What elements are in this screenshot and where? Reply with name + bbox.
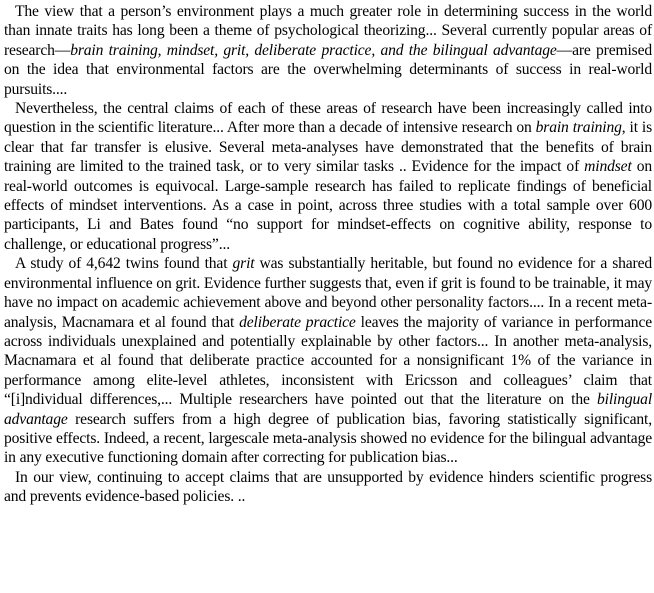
text-run: A study of 4,642 twins found that: [15, 255, 233, 273]
text-run: , it is clear that far transfer is elusive. Several meta-analyses have demonstrated that the benefits of brain training are limited to the trained task, or to very similar tasks .. Evidence for the impact of: [4, 119, 652, 176]
italic-term-brain-training: brain training: [535, 119, 622, 137]
italic-term-grit: grit: [232, 255, 255, 273]
text-run: was substantially heritable, but found no evidence for a shared environmental influence on grit. Evidence further suggests that, even if grit is found to be trainable, it may have no impact on academic achievement above and beyond other personality factors.... In a recent meta-analysis, Macnamara et al found that: [4, 255, 652, 331]
paragraph-2: [4, 99, 652, 254]
text-run: leaves the majority of variance in performance across individuals unexplained and potentially explainable by other factors... In another meta-analysis, Macnamara et al found that deliberate practice accounted for a nonsignificant 1% of the variance in performance among elite-level athletes, inconsistent with Ericsson and colleagues’ claim that “[i]ndividual differences,... Multiple researchers have pointed out that the literature on the: [4, 313, 652, 409]
text-run: research suffers from a high degree of publication bias, favoring statistically significant, positive effects. Indeed, a recent, largescale meta-analysis showed no evidence for the bilingual advantage in any executive functioning domain after correcting for publication bias...: [4, 410, 652, 467]
paragraph-1: [4, 2, 652, 99]
paragraph-4: [4, 468, 652, 507]
italic-term-list: brain training, mindset, grit, deliberate practice, and the bilingual advantage: [70, 41, 557, 59]
paragraph-3: [4, 254, 652, 467]
text-run: —are premised on the idea that environmental factors are the overwhelming determinants of success in real-world pursuits....: [4, 41, 652, 98]
text-run: The view that a person’s environment plays a much greater role in determining success in the world than innate traits has long been a theme of psychological theorizing... Several currently popular areas of research—: [4, 3, 652, 59]
text-run: In our view, continuing to accept claims that are unsupported by evidence hinders scientific progress and prevents evidence-based policies. ..: [4, 468, 652, 506]
text-run: on real-world outcomes is equivocal. Large-sample research has failed to replicate findings of beneficial effects of mindset interventions. As a case in point, across three studies with a total sample over 600 participants, Li and Bates found “no support for mindset-effects on cognitive ability, response to challenge, or educational progress”...: [4, 158, 652, 253]
italic-term-mindset: mindset: [584, 158, 632, 176]
italic-term-deliberate-practice: deliberate practice: [239, 313, 356, 331]
italic-term-bilingual-advantage: bilingual advantage: [4, 391, 652, 428]
text-run: Nevertheless, the central claims of each of these areas of research have been increasingly called into question in the scientific literature... After more than a decade of intensive research on: [4, 100, 652, 137]
